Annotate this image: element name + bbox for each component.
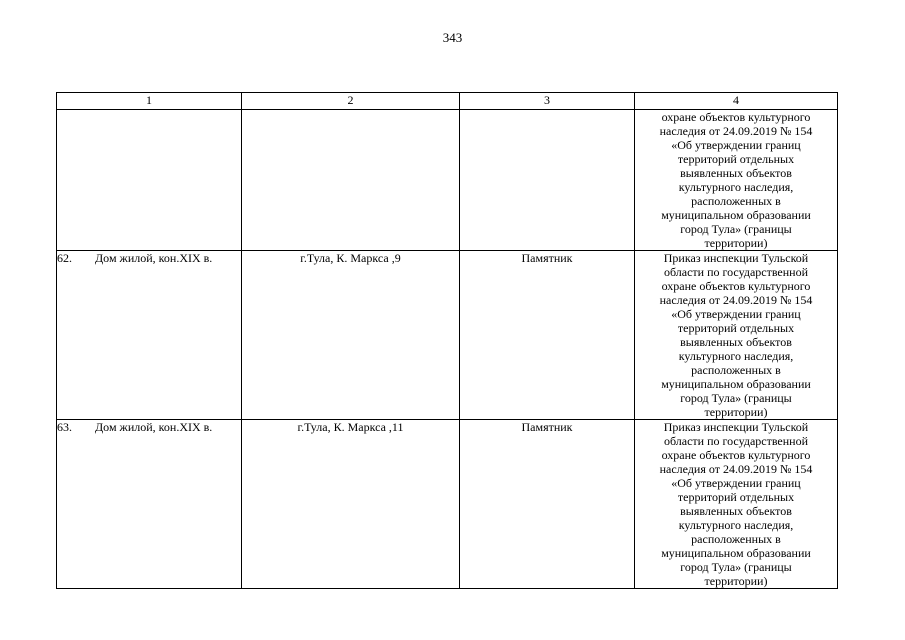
document-line: Приказ инспекции Тульской	[663, 251, 809, 265]
document-line: «Об утверждении границ	[671, 138, 801, 152]
table-row	[57, 251, 838, 420]
cell-address	[242, 110, 460, 251]
cell-document	[635, 110, 838, 251]
table-row	[57, 420, 838, 589]
document-line: территории)	[704, 574, 768, 588]
document-line: охране объектов культурного	[661, 448, 811, 462]
document-line: муниципальном образовании	[661, 546, 811, 560]
cell-name	[57, 420, 242, 589]
cell-type: Памятник	[460, 251, 635, 420]
document-line: муниципальном образовании	[661, 208, 811, 222]
cell-address: г.Тула, К. Маркса ,9	[242, 251, 460, 420]
document-line: выявленных объектов	[680, 166, 792, 180]
document-line: наследия от 24.09.2019 № 154	[659, 462, 813, 476]
table-header-row	[57, 93, 838, 110]
document-line: территории)	[704, 236, 768, 250]
cell-type: Памятник	[460, 420, 635, 589]
object-name: Дом жилой, кон.XIX в.	[95, 251, 213, 265]
document-line: муниципальном образовании	[661, 377, 811, 391]
column-header-1: 1	[57, 93, 242, 110]
document-line: «Об утверждении границ	[671, 307, 801, 321]
document-line: области по государственной	[663, 265, 809, 279]
document-line: охране объектов культурного	[661, 110, 811, 124]
table-row-continuation	[57, 110, 838, 251]
document-line: культурного наследия,	[678, 349, 794, 363]
document-line: расположенных в	[691, 363, 781, 377]
heritage-table	[56, 92, 838, 589]
document-line: расположенных в	[691, 194, 781, 208]
document-line: территории)	[704, 405, 768, 419]
document-line: город Тула» (границы	[680, 222, 792, 236]
column-header-4: 4	[635, 93, 838, 110]
cell-document	[635, 251, 838, 420]
document-line: наследия от 24.09.2019 № 154	[659, 293, 813, 307]
cell-address: г.Тула, К. Маркса ,11	[242, 420, 460, 589]
column-header-3: 3	[460, 93, 635, 110]
document-line: области по государственной	[663, 434, 809, 448]
document-line: культурного наследия,	[678, 180, 794, 194]
document-line: территорий отдельных	[677, 152, 795, 166]
cell-name	[57, 251, 242, 420]
document-line: территорий отдельных	[677, 321, 795, 335]
page-number: 343	[442, 30, 463, 45]
row-number: 63.	[57, 420, 72, 434]
document-line: город Тула» (границы	[680, 560, 792, 574]
cell-name	[57, 110, 242, 251]
document-line: «Об утверждении границ	[671, 476, 801, 490]
document-line: наследия от 24.09.2019 № 154	[659, 124, 813, 138]
cell-type	[460, 110, 635, 251]
document-line: культурного наследия,	[678, 518, 794, 532]
cell-document	[635, 420, 838, 589]
document-line: территорий отдельных	[677, 490, 795, 504]
document-line: город Тула» (границы	[680, 391, 792, 405]
document-line: выявленных объектов	[680, 504, 792, 518]
document-line: расположенных в	[691, 532, 781, 546]
row-number: 62.	[57, 251, 72, 265]
object-name: Дом жилой, кон.XIX в.	[95, 420, 213, 434]
document-line: Приказ инспекции Тульской	[663, 420, 809, 434]
document-line: выявленных объектов	[680, 335, 792, 349]
column-header-2: 2	[242, 93, 460, 110]
document-line: охране объектов культурного	[661, 279, 811, 293]
